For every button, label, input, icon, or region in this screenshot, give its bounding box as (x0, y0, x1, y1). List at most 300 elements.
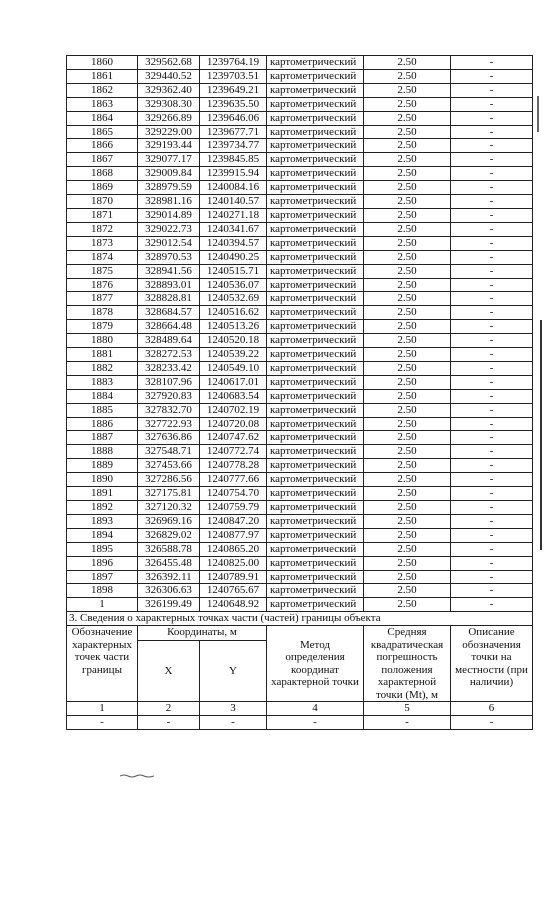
point-number: 1883 (67, 375, 138, 389)
coordinate-y: 1240515.71 (200, 264, 267, 278)
method-cell: картометрический (267, 514, 364, 528)
description-cell: - (451, 445, 533, 459)
accuracy-cell: 2.50 (364, 445, 451, 459)
accuracy-cell: 2.50 (364, 56, 451, 70)
description-cell: - (451, 167, 533, 181)
coordinate-y: 1239646.06 (200, 111, 267, 125)
method-cell: картометрический (267, 556, 364, 570)
description-cell: - (451, 431, 533, 445)
method-cell: картометрический (267, 501, 364, 515)
coordinate-y: 1239915.94 (200, 167, 267, 181)
point-number: 1884 (67, 389, 138, 403)
point-number: 1886 (67, 417, 138, 431)
coordinate-y: 1239703.51 (200, 69, 267, 83)
column-number: 6 (451, 702, 533, 716)
method-cell: картометрический (267, 125, 364, 139)
table-row (67, 528, 533, 542)
description-cell: - (451, 556, 533, 570)
point-number: 1867 (67, 153, 138, 167)
accuracy-cell: 2.50 (364, 487, 451, 501)
description-cell: - (451, 97, 533, 111)
scan-edge-mark (540, 320, 542, 550)
accuracy-cell: 2.50 (364, 264, 451, 278)
accuracy-cell: 2.50 (364, 195, 451, 209)
method-cell: картометрический (267, 167, 364, 181)
table-row (67, 181, 533, 195)
accuracy-cell: 2.50 (364, 584, 451, 598)
coordinate-x: 327175.81 (138, 487, 200, 501)
coordinate-x: 329229.00 (138, 125, 200, 139)
description-cell: - (451, 570, 533, 584)
point-number: 1873 (67, 236, 138, 250)
point-number: 1898 (67, 584, 138, 598)
table-row (67, 487, 533, 501)
header-accuracy: Средняя квадратическая погрешность положения характерной точки (Mt), м (364, 626, 451, 702)
coordinate-x: 327722.93 (138, 417, 200, 431)
section3-block (67, 612, 533, 730)
table-row (67, 153, 533, 167)
point-number: 1897 (67, 570, 138, 584)
point-number: 1869 (67, 181, 138, 195)
coordinate-y: 1240759.79 (200, 501, 267, 515)
coordinate-y: 1240865.20 (200, 542, 267, 556)
coordinate-x: 329022.73 (138, 222, 200, 236)
coordinate-x: 327286.56 (138, 473, 200, 487)
coordinate-x: 326392.11 (138, 570, 200, 584)
empty-cell: - (364, 716, 451, 730)
coordinate-y: 1240532.69 (200, 292, 267, 306)
accuracy-cell: 2.50 (364, 97, 451, 111)
accuracy-cell: 2.50 (364, 222, 451, 236)
point-number: 1860 (67, 56, 138, 70)
table-row (67, 278, 533, 292)
header-description: Описание обозначения точки на местности (при наличии) (451, 626, 533, 702)
point-number: 1872 (67, 222, 138, 236)
table-row (67, 501, 533, 515)
coordinate-y: 1240513.26 (200, 320, 267, 334)
header-point-designation: Обозначение характерных точек части границы (67, 626, 138, 702)
method-cell: картометрический (267, 181, 364, 195)
method-cell: картометрический (267, 528, 364, 542)
empty-cell: - (267, 716, 364, 730)
table-row (67, 167, 533, 181)
coordinate-x: 327453.66 (138, 459, 200, 473)
table-row (67, 459, 533, 473)
points-table-body (67, 56, 533, 612)
column-number: 4 (267, 702, 364, 716)
method-cell: картометрический (267, 584, 364, 598)
description-cell: - (451, 292, 533, 306)
point-number: 1877 (67, 292, 138, 306)
point-number: 1890 (67, 473, 138, 487)
empty-data-row (67, 716, 533, 730)
accuracy-cell: 2.50 (364, 473, 451, 487)
point-number: 1 (67, 598, 138, 612)
accuracy-cell: 2.50 (364, 542, 451, 556)
method-cell: картометрический (267, 83, 364, 97)
method-cell: картометрический (267, 459, 364, 473)
coordinate-x: 328979.59 (138, 181, 200, 195)
description-cell: - (451, 334, 533, 348)
coordinate-y: 1240549.10 (200, 361, 267, 375)
point-number: 1887 (67, 431, 138, 445)
document-page (66, 55, 532, 730)
coordinate-y: 1240490.25 (200, 250, 267, 264)
method-cell: картометрический (267, 278, 364, 292)
table-row (67, 139, 533, 153)
coordinate-x: 328684.57 (138, 306, 200, 320)
description-cell: - (451, 389, 533, 403)
description-cell: - (451, 69, 533, 83)
coordinate-y: 1240539.22 (200, 348, 267, 362)
accuracy-cell: 2.50 (364, 417, 451, 431)
table-row (67, 97, 533, 111)
column-number: 1 (67, 702, 138, 716)
coordinate-x: 327120.32 (138, 501, 200, 515)
description-cell: - (451, 403, 533, 417)
method-cell: картометрический (267, 473, 364, 487)
method-cell: картометрический (267, 542, 364, 556)
point-number: 1868 (67, 167, 138, 181)
accuracy-cell: 2.50 (364, 389, 451, 403)
coordinate-x: 328828.81 (138, 292, 200, 306)
coordinate-y: 1240702.19 (200, 403, 267, 417)
point-number: 1896 (67, 556, 138, 570)
coordinate-x: 326455.48 (138, 556, 200, 570)
method-cell: картометрический (267, 445, 364, 459)
description-cell: - (451, 83, 533, 97)
accuracy-cell: 2.50 (364, 598, 451, 612)
table-row (67, 264, 533, 278)
point-number: 1875 (67, 264, 138, 278)
description-cell: - (451, 208, 533, 222)
coordinate-x: 327636.86 (138, 431, 200, 445)
coordinate-x: 328664.48 (138, 320, 200, 334)
coordinate-y: 1239845.85 (200, 153, 267, 167)
coordinate-x: 327548.71 (138, 445, 200, 459)
point-number: 1892 (67, 501, 138, 515)
point-number: 1894 (67, 528, 138, 542)
description-cell: - (451, 111, 533, 125)
coordinate-x: 329362.40 (138, 83, 200, 97)
description-cell: - (451, 139, 533, 153)
description-cell: - (451, 250, 533, 264)
method-cell: картометрический (267, 431, 364, 445)
table-row (67, 473, 533, 487)
coordinate-y: 1240720.08 (200, 417, 267, 431)
method-cell: картометрический (267, 598, 364, 612)
description-cell: - (451, 598, 533, 612)
coordinate-x: 328970.53 (138, 250, 200, 264)
table-row (67, 306, 533, 320)
coordinate-x: 326199.49 (138, 598, 200, 612)
method-cell: картометрический (267, 417, 364, 431)
description-cell: - (451, 125, 533, 139)
description-cell: - (451, 56, 533, 70)
method-cell: картометрический (267, 320, 364, 334)
coordinate-y: 1240877.97 (200, 528, 267, 542)
table-row (67, 83, 533, 97)
table-row (67, 556, 533, 570)
coordinate-y: 1240765.67 (200, 584, 267, 598)
coordinate-y: 1240778.28 (200, 459, 267, 473)
boundary-points-table (66, 55, 533, 730)
method-cell: картометрический (267, 56, 364, 70)
header-method: Метод определения координат характерной точки (267, 626, 364, 702)
method-cell: картометрический (267, 570, 364, 584)
coordinate-y: 1239635.50 (200, 97, 267, 111)
description-cell: - (451, 528, 533, 542)
column-numbers-row (67, 702, 533, 716)
point-number: 1888 (67, 445, 138, 459)
coordinate-x: 329562.68 (138, 56, 200, 70)
coordinate-y: 1240747.62 (200, 431, 267, 445)
coordinate-y: 1239764.19 (200, 56, 267, 70)
method-cell: картометрический (267, 195, 364, 209)
coordinate-y: 1240140.57 (200, 195, 267, 209)
method-cell: картометрический (267, 250, 364, 264)
table-row (67, 348, 533, 362)
method-cell: картометрический (267, 389, 364, 403)
coordinate-x: 328981.16 (138, 195, 200, 209)
coordinate-x: 328107.96 (138, 375, 200, 389)
header-x: X (138, 641, 200, 702)
table-row (67, 125, 533, 139)
method-cell: картометрический (267, 375, 364, 389)
point-number: 1862 (67, 83, 138, 97)
description-cell: - (451, 306, 533, 320)
table-row (67, 334, 533, 348)
description-cell: - (451, 236, 533, 250)
table-row (67, 195, 533, 209)
point-number: 1878 (67, 306, 138, 320)
coordinate-y: 1239734.77 (200, 139, 267, 153)
description-cell: - (451, 487, 533, 501)
coordinate-y: 1240754.70 (200, 487, 267, 501)
coordinate-y: 1240777.66 (200, 473, 267, 487)
method-cell: картометрический (267, 361, 364, 375)
coordinate-x: 329266.89 (138, 111, 200, 125)
point-number: 1866 (67, 139, 138, 153)
description-cell: - (451, 417, 533, 431)
method-cell: картометрический (267, 69, 364, 83)
accuracy-cell: 2.50 (364, 306, 451, 320)
description-cell: - (451, 278, 533, 292)
accuracy-cell: 2.50 (364, 431, 451, 445)
accuracy-cell: 2.50 (364, 348, 451, 362)
point-number: 1881 (67, 348, 138, 362)
coordinate-y: 1240271.18 (200, 208, 267, 222)
accuracy-cell: 2.50 (364, 514, 451, 528)
accuracy-cell: 2.50 (364, 125, 451, 139)
point-number: 1882 (67, 361, 138, 375)
coordinate-y: 1239677.71 (200, 125, 267, 139)
coordinate-x: 328489.64 (138, 334, 200, 348)
description-cell: - (451, 542, 533, 556)
table-row (67, 292, 533, 306)
point-number: 1861 (67, 69, 138, 83)
coordinate-x: 326829.02 (138, 528, 200, 542)
coordinate-y: 1240683.54 (200, 389, 267, 403)
table-row (67, 56, 533, 70)
accuracy-cell: 2.50 (364, 334, 451, 348)
table-row (67, 417, 533, 431)
method-cell: картометрический (267, 222, 364, 236)
point-number: 1863 (67, 97, 138, 111)
column-number: 3 (200, 702, 267, 716)
column-number: 5 (364, 702, 451, 716)
accuracy-cell: 2.50 (364, 320, 451, 334)
coordinate-x: 329012.54 (138, 236, 200, 250)
accuracy-cell: 2.50 (364, 528, 451, 542)
coordinate-x: 328941.56 (138, 264, 200, 278)
description-cell: - (451, 195, 533, 209)
point-number: 1885 (67, 403, 138, 417)
empty-cell: - (200, 716, 267, 730)
coordinate-y: 1240789.91 (200, 570, 267, 584)
table-row (67, 445, 533, 459)
coordinate-x: 329077.17 (138, 153, 200, 167)
description-cell: - (451, 264, 533, 278)
accuracy-cell: 2.50 (364, 501, 451, 515)
point-number: 1865 (67, 125, 138, 139)
empty-cell: - (67, 716, 138, 730)
coordinate-x: 329014.89 (138, 208, 200, 222)
table-row (67, 514, 533, 528)
coordinate-x: 328272.53 (138, 348, 200, 362)
accuracy-cell: 2.50 (364, 167, 451, 181)
point-number: 1891 (67, 487, 138, 501)
table-row (67, 375, 533, 389)
table-row (67, 250, 533, 264)
table-row (67, 222, 533, 236)
accuracy-cell: 2.50 (364, 208, 451, 222)
coordinate-x: 329193.44 (138, 139, 200, 153)
accuracy-cell: 2.50 (364, 139, 451, 153)
method-cell: картометрический (267, 348, 364, 362)
description-cell: - (451, 153, 533, 167)
coordinate-y: 1240825.00 (200, 556, 267, 570)
column-number: 2 (138, 702, 200, 716)
accuracy-cell: 2.50 (364, 556, 451, 570)
accuracy-cell: 2.50 (364, 153, 451, 167)
table-row (67, 236, 533, 250)
coordinate-y: 1240536.07 (200, 278, 267, 292)
coordinate-y: 1240772.74 (200, 445, 267, 459)
description-cell: - (451, 473, 533, 487)
coordinate-y: 1240617.01 (200, 375, 267, 389)
point-number: 1889 (67, 459, 138, 473)
coordinate-y: 1240341.67 (200, 222, 267, 236)
coordinate-x: 326306.63 (138, 584, 200, 598)
accuracy-cell: 2.50 (364, 69, 451, 83)
description-cell: - (451, 459, 533, 473)
coordinate-x: 326588.78 (138, 542, 200, 556)
accuracy-cell: 2.50 (364, 83, 451, 97)
method-cell: картометрический (267, 97, 364, 111)
method-cell: картометрический (267, 292, 364, 306)
point-number: 1864 (67, 111, 138, 125)
point-number: 1874 (67, 250, 138, 264)
scan-smudge (120, 774, 154, 778)
method-cell: картометрический (267, 111, 364, 125)
header-coordinates: Координаты, м (138, 626, 267, 641)
accuracy-cell: 2.50 (364, 236, 451, 250)
description-cell: - (451, 320, 533, 334)
point-number: 1895 (67, 542, 138, 556)
coordinate-y: 1240520.18 (200, 334, 267, 348)
coordinate-x: 327920.83 (138, 389, 200, 403)
coordinate-x: 328893.01 (138, 278, 200, 292)
point-number: 1876 (67, 278, 138, 292)
point-number: 1893 (67, 514, 138, 528)
description-cell: - (451, 514, 533, 528)
coordinate-x: 328233.42 (138, 361, 200, 375)
coordinate-x: 327832.70 (138, 403, 200, 417)
method-cell: картометрический (267, 139, 364, 153)
method-cell: картометрический (267, 403, 364, 417)
table-row (67, 111, 533, 125)
description-cell: - (451, 222, 533, 236)
accuracy-cell: 2.50 (364, 570, 451, 584)
coordinate-y: 1240648.92 (200, 598, 267, 612)
empty-cell: - (138, 716, 200, 730)
coordinate-x: 326969.16 (138, 514, 200, 528)
method-cell: картометрический (267, 487, 364, 501)
method-cell: картометрический (267, 236, 364, 250)
coordinate-x: 329308.30 (138, 97, 200, 111)
scan-edge-mark (537, 96, 539, 132)
point-number: 1871 (67, 208, 138, 222)
accuracy-cell: 2.50 (364, 459, 451, 473)
accuracy-cell: 2.50 (364, 403, 451, 417)
table-row (67, 320, 533, 334)
accuracy-cell: 2.50 (364, 361, 451, 375)
accuracy-cell: 2.50 (364, 181, 451, 195)
point-number: 1870 (67, 195, 138, 209)
description-cell: - (451, 348, 533, 362)
method-cell: картометрический (267, 153, 364, 167)
table-row (67, 361, 533, 375)
table-row (67, 389, 533, 403)
section3-title: 3. Сведения о характерных точках части (частей) границы объекта (67, 612, 533, 626)
accuracy-cell: 2.50 (364, 111, 451, 125)
coordinate-y: 1240084.16 (200, 181, 267, 195)
table-row (67, 403, 533, 417)
accuracy-cell: 2.50 (364, 250, 451, 264)
table-row (67, 431, 533, 445)
table-row (67, 598, 533, 612)
empty-cell: - (451, 716, 533, 730)
method-cell: картометрический (267, 264, 364, 278)
method-cell: картометрический (267, 208, 364, 222)
description-cell: - (451, 181, 533, 195)
method-cell: картометрический (267, 306, 364, 320)
description-cell: - (451, 375, 533, 389)
table-row (67, 542, 533, 556)
coordinate-y: 1240847.20 (200, 514, 267, 528)
coordinate-x: 329440.52 (138, 69, 200, 83)
description-cell: - (451, 584, 533, 598)
point-number: 1880 (67, 334, 138, 348)
table-row (67, 570, 533, 584)
table-row (67, 69, 533, 83)
description-cell: - (451, 501, 533, 515)
table-row (67, 584, 533, 598)
accuracy-cell: 2.50 (364, 278, 451, 292)
coordinate-x: 329009.84 (138, 167, 200, 181)
coordinate-y: 1240516.62 (200, 306, 267, 320)
